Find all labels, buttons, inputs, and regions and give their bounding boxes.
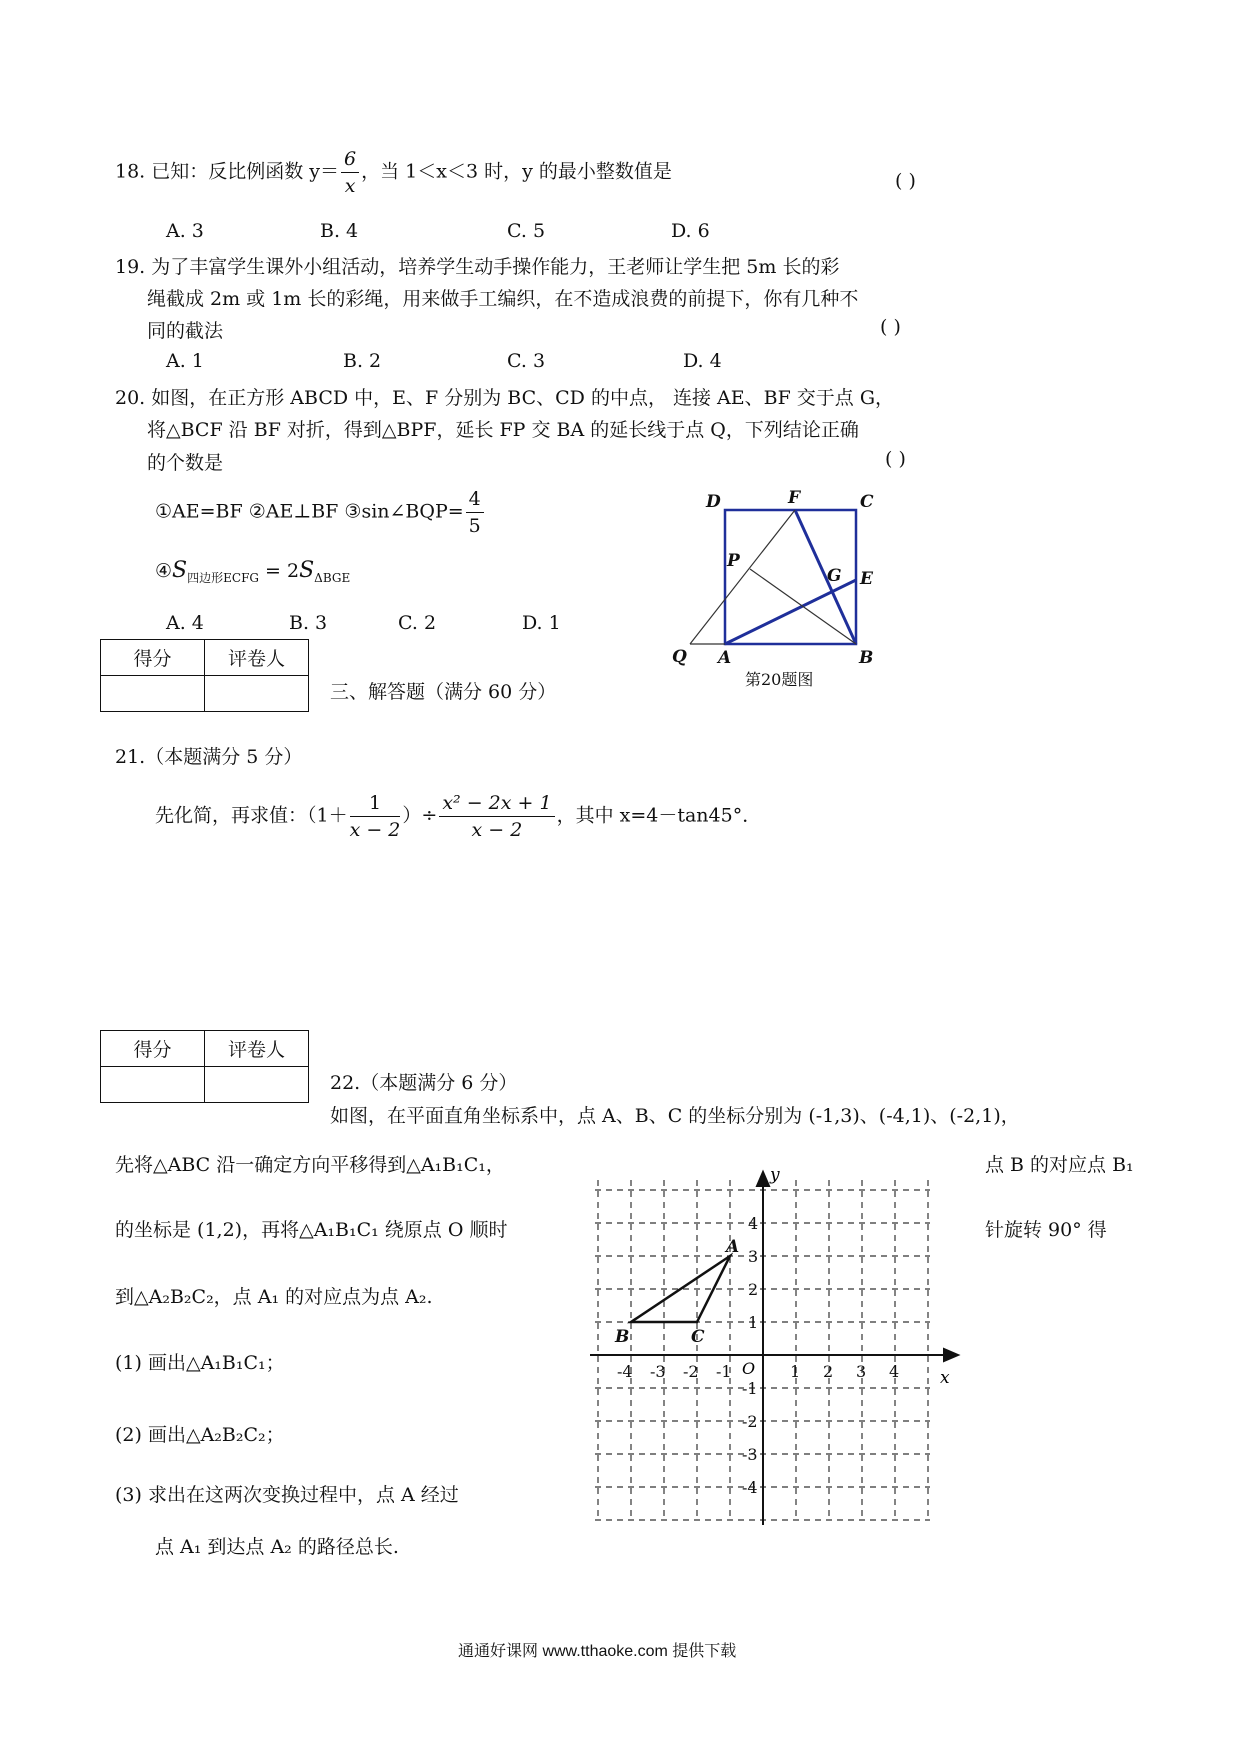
score-table-2: [100, 1030, 309, 1103]
q20-square-figure: [660, 488, 900, 698]
x-tick-label: 2: [823, 1362, 834, 1381]
q19-line1: 19. 为了丰富学生课外小组活动，培养学生动手操作能力，王老师让学生把 5m 长的彩: [115, 256, 840, 278]
q22-line1: 如图，在平面直角坐标系中，点 A、B、C 的坐标分别为 (-1,3)、(-4,1)、(-2,1)，: [330, 1105, 1020, 1127]
y-tick-label: 1: [748, 1313, 759, 1332]
x-axis-label: x: [940, 1368, 950, 1388]
q22-part3-a: (3) 求出在这两次变换过程中，点 A 经过: [115, 1484, 459, 1506]
y-tick-label: 4: [748, 1214, 759, 1233]
point-c-label: C: [691, 1327, 705, 1347]
label-c: C: [860, 492, 874, 512]
q22-line3-right: 针旋转 90° 得: [985, 1219, 1107, 1241]
q22-part1: (1) 画出△A₁B₁C₁；: [115, 1352, 285, 1374]
q19-line2: 绳截成 2m 或 1m 长的彩绳，用来做手工编织，在不造成浪费的前提下，你有几种不: [147, 288, 859, 310]
label-d: D: [706, 492, 721, 512]
label-e: E: [860, 569, 873, 589]
label-q: Q: [672, 647, 687, 667]
q22-line2-right: 点 B 的对应点 B₁: [985, 1154, 1134, 1176]
q18-option-b: B. 4: [320, 220, 359, 242]
x-axis-arrow: [944, 1349, 958, 1361]
q19-line3: 同的截法: [147, 320, 224, 342]
q19-answer-bracket: ( ): [880, 316, 901, 338]
q18-fraction: $\frac{6}{x}$: [341, 146, 359, 199]
segment-qf: [690, 510, 795, 644]
point-a-label: A: [726, 1237, 740, 1257]
q22-header: 22.（本题满分 6 分）: [330, 1072, 518, 1094]
grader-header: 评卷人: [205, 640, 309, 676]
label-a: A: [718, 648, 732, 668]
x-tick-label: 1: [790, 1362, 801, 1381]
q20-line2: 将△BCF 沿 BF 对折，得到△BPF，延长 FP 交 BA 的延长线于点 Q，下列结论正确: [147, 419, 859, 441]
q20-sin-fraction: $\frac{4}{5}$: [466, 486, 484, 539]
segment-ae: [725, 580, 856, 644]
q21-expression: 先化简，再求值：（1＋ $\frac{1}{x - 2}$ ）÷ $\frac{\text{x² − 2x + 1}}{x - 2}$ ，其中 x=4－tan45°．: [155, 792, 762, 841]
q22-part2: (2) 画出△A₂B₂C₂；: [115, 1424, 285, 1446]
y-axis-label: y: [770, 1165, 780, 1185]
q19-option-c: C. 3: [507, 350, 546, 372]
y-tick-label: -3: [742, 1445, 758, 1464]
q22-line2-left: 先将△ABC 沿一确定方向平移得到△A₁B₁C₁，: [115, 1154, 505, 1176]
y-tick-label: 3: [748, 1247, 759, 1266]
q18-option-c: C. 5: [507, 220, 546, 242]
q22-coordinate-grid: [580, 1160, 980, 1530]
triangle-abc: [631, 1256, 730, 1322]
score-header: 得分: [101, 640, 205, 676]
q19-option-a: A. 1: [166, 350, 204, 372]
point-b-label: B: [615, 1327, 630, 1347]
q20-option-c: C. 2: [398, 612, 437, 634]
y-tick-label: -1: [742, 1379, 758, 1398]
q20-line3: 的个数是: [147, 452, 224, 474]
q18-option-d: D. 6: [671, 220, 710, 242]
q18-answer-bracket: ( ): [895, 170, 916, 192]
label-g: G: [827, 566, 842, 586]
origin-label: O: [742, 1359, 756, 1378]
q20-conclusions-1-3: ①AE=BF ②AE⊥BF ③sin∠BQP= $\frac{4}{5}$: [155, 486, 486, 539]
q22-line3-left: 的坐标是 (1,2)，再将△A₁B₁C₁ 绕原点 O 顺时: [115, 1219, 508, 1241]
label-p: P: [727, 551, 740, 571]
x-tick-label: -1: [716, 1362, 732, 1381]
q18-option-a: A. 3: [166, 220, 204, 242]
x-tick-label: -3: [650, 1362, 666, 1381]
score-table-1: [100, 639, 309, 712]
figure-caption: 第20题图: [745, 670, 814, 689]
y-axis-arrow: [757, 1172, 769, 1186]
y-tick-label: -2: [742, 1412, 758, 1431]
q20-option-d: D. 1: [522, 612, 561, 634]
q20-option-a: A. 4: [166, 612, 204, 634]
score-cell: [101, 676, 205, 712]
grader-cell: [205, 1067, 309, 1103]
q19-option-d: D. 4: [683, 350, 722, 372]
segment-bf: [795, 510, 856, 644]
x-tick-label: 3: [856, 1362, 867, 1381]
section-3-title: 三、解答题（满分 60 分）: [330, 681, 557, 703]
x-tick-label: -4: [617, 1362, 633, 1381]
footer: 通通好课网 www.tthaoke.com 提供下载: [458, 1643, 737, 1660]
q22-line4: 到△A₂B₂C₂，点 A₁ 的对应点为点 A₂.: [115, 1286, 433, 1308]
q20-option-b: B. 3: [289, 612, 328, 634]
q18-stem: 18. 已知：反比例函数 y＝ $\frac{6}{x}$ ，当 1＜x＜3 时，y 的最小整数值是: [115, 148, 672, 197]
q20-conclusion-4: $④S_{四边形ECFG} = 2S_{\Delta BGE}$: [155, 558, 351, 585]
label-b: B: [859, 648, 874, 668]
score-header: 得分: [101, 1031, 205, 1067]
score-cell: [101, 1067, 205, 1103]
grader-cell: [205, 676, 309, 712]
q20-answer-bracket: ( ): [885, 448, 906, 470]
y-tick-label: -4: [742, 1478, 758, 1497]
q21-header: 21.（本题满分 5 分）: [115, 746, 303, 768]
q21-fraction-2: $\frac{\text{x² − 2x + 1}}{x - 2}$: [439, 790, 554, 843]
y-tick-label: 2: [748, 1280, 759, 1299]
q22-part3-b: 点 A₁ 到达点 A₂ 的路径总长.: [155, 1536, 399, 1558]
q19-option-b: B. 2: [343, 350, 382, 372]
x-tick-label: -2: [683, 1362, 699, 1381]
label-f: F: [788, 488, 801, 508]
grader-header: 评卷人: [205, 1031, 309, 1067]
q20-line1: 20. 如图，在正方形 ABCD 中，E、F 分别为 BC、CD 的中点， 连接 AE、BF 交于点 G，: [115, 387, 895, 409]
x-tick-label: 4: [889, 1362, 900, 1381]
q21-fraction-1: $\frac{1}{x - 2}$: [349, 792, 401, 841]
